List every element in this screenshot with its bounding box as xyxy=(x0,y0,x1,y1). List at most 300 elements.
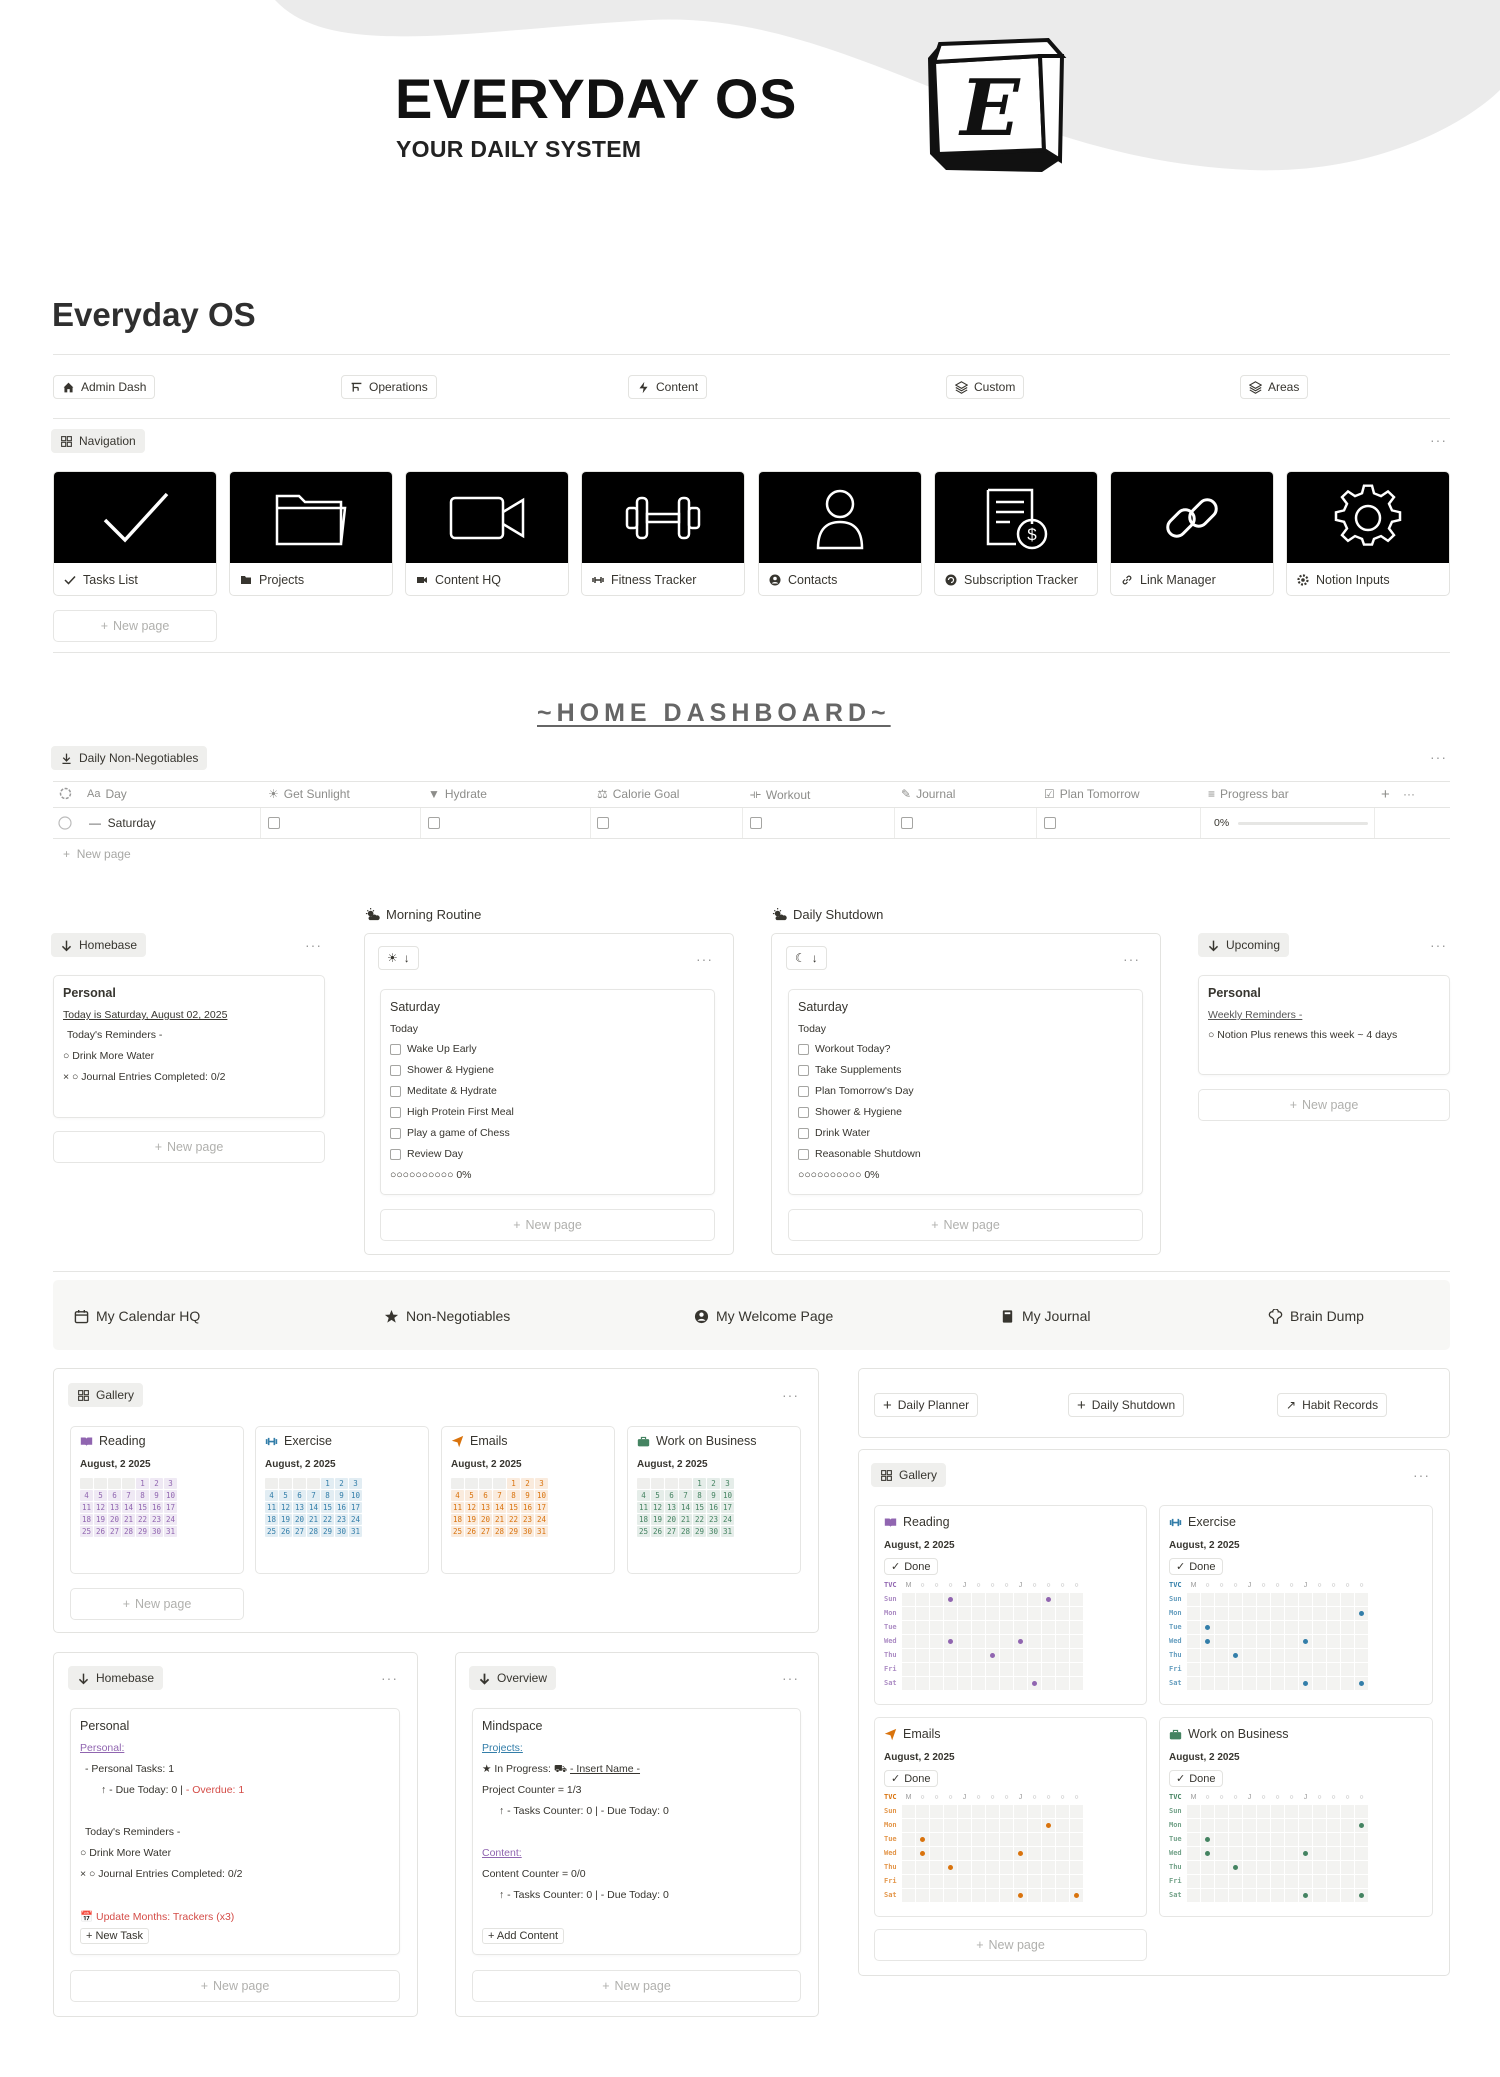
col-calorie-goal[interactable]: ⚖ Calorie Goal xyxy=(597,787,680,801)
grid-cell[interactable] xyxy=(1327,1875,1340,1888)
grid-cell[interactable] xyxy=(972,1805,985,1818)
navigation-more-button[interactable]: ··· xyxy=(1430,432,1447,448)
grid-cell[interactable] xyxy=(1243,1677,1256,1690)
top-link-operations[interactable]: Operations xyxy=(341,375,437,399)
grid-cell[interactable] xyxy=(1070,1889,1083,1902)
grid-cell[interactable] xyxy=(972,1663,985,1676)
grid-cell[interactable] xyxy=(1341,1833,1354,1846)
grid-cell[interactable] xyxy=(1042,1649,1055,1662)
grid-cell[interactable] xyxy=(902,1663,915,1676)
grid-cell[interactable] xyxy=(1271,1833,1284,1846)
grid-cell[interactable] xyxy=(1028,1889,1041,1902)
done-checkbox[interactable]: ✓ Done xyxy=(884,1558,938,1575)
grid-cell[interactable] xyxy=(958,1607,971,1620)
grid-cell[interactable] xyxy=(1201,1819,1214,1832)
grid-cell[interactable] xyxy=(972,1635,985,1648)
update-months-link[interactable]: 📅 Update Months: Trackers (x3) xyxy=(80,1911,235,1923)
right-gallery-more-button[interactable]: ··· xyxy=(1413,1467,1430,1483)
grid-cell[interactable] xyxy=(930,1663,943,1676)
grid-cell[interactable] xyxy=(1341,1621,1354,1634)
grid-cell[interactable] xyxy=(1243,1649,1256,1662)
navigation-new-page-button[interactable]: + New page xyxy=(53,610,217,642)
col-journal[interactable]: ✎ Journal xyxy=(901,787,956,801)
grid-cell[interactable] xyxy=(1327,1635,1340,1648)
grid-cell[interactable] xyxy=(1000,1593,1013,1606)
grid-cell[interactable] xyxy=(1355,1677,1368,1690)
grid-cell[interactable] xyxy=(1201,1875,1214,1888)
grid-cell[interactable] xyxy=(958,1635,971,1648)
grid-cell[interactable] xyxy=(986,1847,999,1860)
row-day-cell[interactable]: — Saturday xyxy=(89,816,156,830)
grid-cell[interactable] xyxy=(1187,1677,1200,1690)
grid-cell[interactable] xyxy=(1313,1677,1326,1690)
grid-cell[interactable] xyxy=(1229,1593,1242,1606)
grid-cell[interactable] xyxy=(1000,1819,1013,1832)
grid-cell[interactable] xyxy=(1056,1875,1069,1888)
grid-cell[interactable] xyxy=(1187,1607,1200,1620)
grid-cell[interactable] xyxy=(1187,1889,1200,1902)
grid-cell[interactable] xyxy=(972,1875,985,1888)
grid-cell[interactable] xyxy=(1313,1847,1326,1860)
routine-item[interactable]: Shower & Hygiene xyxy=(390,1064,494,1076)
grid-cell[interactable] xyxy=(972,1819,985,1832)
grid-cell[interactable] xyxy=(1299,1833,1312,1846)
grid-cell[interactable] xyxy=(1042,1593,1055,1606)
grid-cell[interactable] xyxy=(1028,1819,1041,1832)
grid-cell[interactable] xyxy=(1042,1635,1055,1648)
non-negotiables-more-button[interactable]: ··· xyxy=(1430,749,1447,765)
grid-cell[interactable] xyxy=(902,1819,915,1832)
grid-cell[interactable] xyxy=(1285,1663,1298,1676)
add-content-button[interactable]: + Add Content xyxy=(482,1928,564,1944)
morning-saturday-card[interactable] xyxy=(380,989,715,1195)
grid-cell[interactable] xyxy=(1243,1663,1256,1676)
grid-cell[interactable] xyxy=(1355,1819,1368,1832)
row-select-circle[interactable] xyxy=(58,816,72,830)
nav-card-content-hq[interactable]: Content HQ xyxy=(405,471,569,596)
grid-cell[interactable] xyxy=(1299,1635,1312,1648)
grid-cell[interactable] xyxy=(1355,1889,1368,1902)
grid-cell[interactable] xyxy=(902,1861,915,1874)
grid-cell[interactable] xyxy=(986,1861,999,1874)
grid-cell[interactable] xyxy=(944,1805,957,1818)
grid-cell[interactable] xyxy=(1201,1649,1214,1662)
grid-cell[interactable] xyxy=(944,1663,957,1676)
grid-cell[interactable] xyxy=(1215,1621,1228,1634)
grid-cell[interactable] xyxy=(1014,1635,1027,1648)
homebase-bottom-more-button[interactable]: ··· xyxy=(381,1670,398,1686)
grid-cell[interactable] xyxy=(1229,1819,1242,1832)
grid-cell[interactable] xyxy=(986,1805,999,1818)
grid-cell[interactable] xyxy=(930,1621,943,1634)
shutdown-saturday-card[interactable] xyxy=(788,989,1143,1195)
grid-cell[interactable] xyxy=(1000,1607,1013,1620)
done-checkbox[interactable]: ✓ Done xyxy=(1169,1770,1223,1787)
grid-cell[interactable] xyxy=(1285,1833,1298,1846)
homebase-more-button[interactable]: ··· xyxy=(305,937,322,953)
grid-cell[interactable] xyxy=(1070,1677,1083,1690)
shutdown-item[interactable]: Drink Water xyxy=(798,1127,870,1139)
grid-cell[interactable] xyxy=(1257,1621,1270,1634)
grid-cell[interactable] xyxy=(916,1607,929,1620)
grid-cell[interactable] xyxy=(1257,1677,1270,1690)
grid-cell[interactable] xyxy=(1355,1875,1368,1888)
grid-cell[interactable] xyxy=(1313,1889,1326,1902)
grid-cell[interactable] xyxy=(1187,1593,1200,1606)
grid-cell[interactable] xyxy=(1201,1805,1214,1818)
grid-cell[interactable] xyxy=(1341,1861,1354,1874)
grid-cell[interactable] xyxy=(1187,1847,1200,1860)
grid-cell[interactable] xyxy=(944,1833,957,1846)
grid-cell[interactable] xyxy=(1000,1677,1013,1690)
grid-cell[interactable] xyxy=(1070,1875,1083,1888)
grid-cell[interactable] xyxy=(958,1819,971,1832)
grid-cell[interactable] xyxy=(1201,1663,1214,1676)
grid-cell[interactable] xyxy=(902,1833,915,1846)
grid-cell[interactable] xyxy=(916,1819,929,1832)
table-new-page[interactable]: + New page xyxy=(63,847,131,861)
grid-cell[interactable] xyxy=(972,1649,985,1662)
col-progress-bar[interactable]: ≡ Progress bar xyxy=(1208,787,1289,801)
grid-cell[interactable] xyxy=(958,1805,971,1818)
col-hydrate[interactable]: ▼ Hydrate xyxy=(428,787,487,801)
grid-cell[interactable] xyxy=(1014,1663,1027,1676)
grid-cell[interactable] xyxy=(958,1833,971,1846)
grid-cell[interactable] xyxy=(1271,1819,1284,1832)
quick-link-calendar-hq[interactable]: My Calendar HQ xyxy=(74,1308,200,1324)
shutdown-item[interactable]: Workout Today? xyxy=(798,1043,891,1055)
grid-cell[interactable] xyxy=(1201,1861,1214,1874)
grid-cell[interactable] xyxy=(1056,1819,1069,1832)
grid-cell[interactable] xyxy=(1355,1833,1368,1846)
grid-cell[interactable] xyxy=(1056,1649,1069,1662)
grid-cell[interactable] xyxy=(1327,1847,1340,1860)
grid-cell[interactable] xyxy=(1355,1649,1368,1662)
grid-cell[interactable] xyxy=(1341,1677,1354,1690)
grid-cell[interactable] xyxy=(930,1833,943,1846)
grid-cell[interactable] xyxy=(1271,1677,1284,1690)
grid-cell[interactable] xyxy=(944,1677,957,1690)
grid-cell[interactable] xyxy=(1201,1621,1214,1634)
grid-cell[interactable] xyxy=(1201,1607,1214,1620)
homebase-personal-card[interactable] xyxy=(53,975,325,1118)
grid-cell[interactable] xyxy=(1341,1649,1354,1662)
grid-cell[interactable] xyxy=(958,1663,971,1676)
grid-cell[interactable] xyxy=(930,1677,943,1690)
grid-cell[interactable] xyxy=(1341,1819,1354,1832)
grid-cell[interactable] xyxy=(1187,1635,1200,1648)
grid-cell[interactable] xyxy=(986,1833,999,1846)
grid-cell[interactable] xyxy=(1229,1663,1242,1676)
nav-card-projects[interactable]: Projects xyxy=(229,471,393,596)
shutdown-item[interactable]: Take Supplements xyxy=(798,1064,901,1076)
grid-cell[interactable] xyxy=(1028,1847,1041,1860)
grid-cell[interactable] xyxy=(930,1635,943,1648)
grid-cell[interactable] xyxy=(986,1677,999,1690)
grid-cell[interactable] xyxy=(1201,1635,1214,1648)
grid-cell[interactable] xyxy=(986,1649,999,1662)
grid-cell[interactable] xyxy=(1201,1889,1214,1902)
col-day[interactable]: Aa Day xyxy=(87,787,127,801)
grid-cell[interactable] xyxy=(1070,1635,1083,1648)
grid-cell[interactable] xyxy=(1327,1607,1340,1620)
morning-more-button[interactable]: ··· xyxy=(696,951,713,967)
grid-cell[interactable] xyxy=(958,1875,971,1888)
table-more-button[interactable]: ··· xyxy=(1403,787,1415,801)
grid-cell[interactable] xyxy=(930,1875,943,1888)
grid-cell[interactable] xyxy=(1299,1819,1312,1832)
left-gallery-new-page[interactable]: + New page xyxy=(70,1588,244,1620)
grid-cell[interactable] xyxy=(1243,1635,1256,1648)
grid-cell[interactable] xyxy=(930,1607,943,1620)
grid-cell[interactable] xyxy=(1285,1649,1298,1662)
upcoming-more-button[interactable]: ··· xyxy=(1430,937,1447,953)
grid-cell[interactable] xyxy=(944,1621,957,1634)
habit-records-button[interactable]: ↗ Habit Records xyxy=(1277,1393,1387,1417)
grid-cell[interactable] xyxy=(902,1635,915,1648)
grid-cell[interactable] xyxy=(1187,1875,1200,1888)
grid-cell[interactable] xyxy=(986,1621,999,1634)
grid-cell[interactable] xyxy=(1042,1819,1055,1832)
grid-cell[interactable] xyxy=(1028,1635,1041,1648)
grid-cell[interactable] xyxy=(1243,1875,1256,1888)
grid-cell[interactable] xyxy=(1257,1635,1270,1648)
grid-cell[interactable] xyxy=(1229,1875,1242,1888)
grid-cell[interactable] xyxy=(1313,1663,1326,1676)
grid-cell[interactable] xyxy=(1000,1649,1013,1662)
grid-cell[interactable] xyxy=(1341,1889,1354,1902)
grid-cell[interactable] xyxy=(1056,1847,1069,1860)
grid-cell[interactable] xyxy=(1042,1889,1055,1902)
grid-cell[interactable] xyxy=(1201,1677,1214,1690)
grid-cell[interactable] xyxy=(1070,1833,1083,1846)
grid-cell[interactable] xyxy=(1243,1833,1256,1846)
grid-cell[interactable] xyxy=(902,1607,915,1620)
grid-cell[interactable] xyxy=(1243,1607,1256,1620)
grid-cell[interactable] xyxy=(916,1847,929,1860)
top-link-areas[interactable]: Areas xyxy=(1240,375,1308,399)
top-link-admin-dash[interactable]: Admin Dash xyxy=(53,375,155,399)
grid-cell[interactable] xyxy=(1215,1677,1228,1690)
grid-cell[interactable] xyxy=(1257,1847,1270,1860)
grid-cell[interactable] xyxy=(986,1635,999,1648)
grid-cell[interactable] xyxy=(1000,1847,1013,1860)
nav-card-link-manager[interactable]: Link Manager xyxy=(1110,471,1274,596)
grid-cell[interactable] xyxy=(1056,1833,1069,1846)
grid-cell[interactable] xyxy=(958,1889,971,1902)
grid-cell[interactable] xyxy=(1000,1663,1013,1676)
grid-cell[interactable] xyxy=(1327,1861,1340,1874)
quick-link-welcome-page[interactable]: My Welcome Page xyxy=(694,1308,833,1324)
left-gallery-tab[interactable]: Gallery xyxy=(68,1383,143,1407)
grid-cell[interactable] xyxy=(1014,1649,1027,1662)
grid-cell[interactable] xyxy=(1028,1607,1041,1620)
grid-cell[interactable] xyxy=(1285,1677,1298,1690)
grid-cell[interactable] xyxy=(930,1593,943,1606)
grid-cell[interactable] xyxy=(972,1677,985,1690)
grid-cell[interactable] xyxy=(1229,1621,1242,1634)
grid-cell[interactable] xyxy=(986,1607,999,1620)
grid-cell[interactable] xyxy=(1028,1621,1041,1634)
grid-cell[interactable] xyxy=(1201,1833,1214,1846)
grid-cell[interactable] xyxy=(1313,1805,1326,1818)
grid-cell[interactable] xyxy=(1229,1805,1242,1818)
grid-cell[interactable] xyxy=(944,1635,957,1648)
grid-cell[interactable] xyxy=(1341,1663,1354,1676)
daily-planner-button[interactable]: + Daily Planner xyxy=(874,1393,978,1417)
grid-cell[interactable] xyxy=(1341,1805,1354,1818)
grid-cell[interactable] xyxy=(902,1847,915,1860)
grid-cell[interactable] xyxy=(1215,1663,1228,1676)
plan-tomorrow-checkbox[interactable] xyxy=(1044,817,1056,829)
grid-cell[interactable] xyxy=(1327,1593,1340,1606)
grid-cell[interactable] xyxy=(1042,1861,1055,1874)
grid-cell[interactable] xyxy=(1271,1847,1284,1860)
grid-cell[interactable] xyxy=(1070,1819,1083,1832)
grid-cell[interactable] xyxy=(1042,1607,1055,1620)
grid-cell[interactable] xyxy=(1257,1607,1270,1620)
grid-cell[interactable] xyxy=(1187,1805,1200,1818)
grid-cell[interactable] xyxy=(1285,1819,1298,1832)
grid-cell[interactable] xyxy=(1056,1889,1069,1902)
grid-cell[interactable] xyxy=(1271,1607,1284,1620)
grid-cell[interactable] xyxy=(1014,1677,1027,1690)
routine-item[interactable]: Play a game of Chess xyxy=(390,1127,510,1139)
grid-cell[interactable] xyxy=(1215,1649,1228,1662)
grid-cell[interactable] xyxy=(1271,1663,1284,1676)
grid-cell[interactable] xyxy=(1056,1635,1069,1648)
grid-cell[interactable] xyxy=(1271,1593,1284,1606)
right-gallery-tab[interactable]: Gallery xyxy=(871,1463,946,1487)
grid-cell[interactable] xyxy=(1070,1649,1083,1662)
grid-cell[interactable] xyxy=(1257,1875,1270,1888)
grid-cell[interactable] xyxy=(972,1593,985,1606)
grid-cell[interactable] xyxy=(1285,1621,1298,1634)
add-column-button[interactable]: + xyxy=(1381,786,1390,803)
grid-cell[interactable] xyxy=(1271,1635,1284,1648)
grid-cell[interactable] xyxy=(902,1649,915,1662)
grid-cell[interactable] xyxy=(1056,1663,1069,1676)
grid-cell[interactable] xyxy=(1355,1847,1368,1860)
grid-cell[interactable] xyxy=(902,1593,915,1606)
grid-cell[interactable] xyxy=(1257,1663,1270,1676)
grid-cell[interactable] xyxy=(916,1621,929,1634)
grid-cell[interactable] xyxy=(930,1819,943,1832)
grid-cell[interactable] xyxy=(1000,1621,1013,1634)
navigation-view-tab[interactable]: Navigation xyxy=(51,429,145,453)
grid-cell[interactable] xyxy=(1042,1677,1055,1690)
grid-cell[interactable] xyxy=(916,1635,929,1648)
grid-cell[interactable] xyxy=(1056,1621,1069,1634)
grid-cell[interactable] xyxy=(1327,1819,1340,1832)
grid-cell[interactable] xyxy=(1229,1677,1242,1690)
grid-cell[interactable] xyxy=(902,1677,915,1690)
grid-cell[interactable] xyxy=(986,1593,999,1606)
grid-cell[interactable] xyxy=(930,1889,943,1902)
grid-cell[interactable] xyxy=(1215,1593,1228,1606)
grid-cell[interactable] xyxy=(1313,1593,1326,1606)
grid-cell[interactable] xyxy=(1215,1805,1228,1818)
grid-cell[interactable] xyxy=(1355,1607,1368,1620)
grid-cell[interactable] xyxy=(1341,1635,1354,1648)
grid-cell[interactable] xyxy=(1271,1889,1284,1902)
grid-cell[interactable] xyxy=(1042,1875,1055,1888)
grid-cell[interactable] xyxy=(916,1861,929,1874)
grid-cell[interactable] xyxy=(1000,1635,1013,1648)
grid-cell[interactable] xyxy=(1257,1805,1270,1818)
grid-cell[interactable] xyxy=(1014,1861,1027,1874)
grid-cell[interactable] xyxy=(930,1861,943,1874)
grid-cell[interactable] xyxy=(902,1889,915,1902)
grid-cell[interactable] xyxy=(1355,1805,1368,1818)
shutdown-view-tab[interactable] xyxy=(786,946,827,970)
grid-cell[interactable] xyxy=(944,1649,957,1662)
grid-cell[interactable] xyxy=(1215,1861,1228,1874)
grid-cell[interactable] xyxy=(1327,1677,1340,1690)
quick-link-non-negotiables[interactable]: Non-Negotiables xyxy=(384,1308,510,1324)
homebase-bottom-new-page[interactable]: + New page xyxy=(70,1970,400,2002)
grid-cell[interactable] xyxy=(1257,1889,1270,1902)
grid-cell[interactable] xyxy=(1056,1861,1069,1874)
grid-cell[interactable] xyxy=(1187,1621,1200,1634)
shutdown-item[interactable]: Reasonable Shutdown xyxy=(798,1148,921,1160)
grid-cell[interactable] xyxy=(944,1593,957,1606)
homebase-bottom-tab[interactable]: Homebase xyxy=(68,1666,163,1690)
quick-link-brain-dump[interactable]: Brain Dump xyxy=(1268,1308,1364,1324)
grid-cell[interactable] xyxy=(972,1847,985,1860)
grid-cell[interactable] xyxy=(1201,1847,1214,1860)
nav-card-notion-inputs[interactable]: Notion Inputs xyxy=(1286,471,1450,596)
grid-cell[interactable] xyxy=(1056,1607,1069,1620)
grid-cell[interactable] xyxy=(1215,1819,1228,1832)
grid-cell[interactable] xyxy=(1042,1805,1055,1818)
grid-cell[interactable] xyxy=(1341,1875,1354,1888)
grid-cell[interactable] xyxy=(1028,1805,1041,1818)
morning-view-tab[interactable] xyxy=(378,946,419,970)
grid-cell[interactable] xyxy=(958,1621,971,1634)
grid-cell[interactable] xyxy=(1299,1805,1312,1818)
grid-cell[interactable] xyxy=(902,1621,915,1634)
grid-cell[interactable] xyxy=(1271,1621,1284,1634)
grid-cell[interactable] xyxy=(986,1663,999,1676)
grid-cell[interactable] xyxy=(1341,1607,1354,1620)
grid-cell[interactable] xyxy=(1014,1819,1027,1832)
grid-cell[interactable] xyxy=(944,1819,957,1832)
grid-cell[interactable] xyxy=(1014,1833,1027,1846)
grid-cell[interactable] xyxy=(1028,1875,1041,1888)
grid-cell[interactable] xyxy=(1243,1621,1256,1634)
grid-cell[interactable] xyxy=(986,1875,999,1888)
grid-cell[interactable] xyxy=(1215,1889,1228,1902)
grid-cell[interactable] xyxy=(1327,1663,1340,1676)
grid-cell[interactable] xyxy=(1341,1593,1354,1606)
grid-cell[interactable] xyxy=(1243,1889,1256,1902)
grid-cell[interactable] xyxy=(1327,1889,1340,1902)
overview-more-button[interactable]: ··· xyxy=(782,1670,799,1686)
grid-cell[interactable] xyxy=(1028,1677,1041,1690)
homebase-personal-card-2[interactable] xyxy=(70,1708,400,1955)
upcoming-new-page[interactable]: + New page xyxy=(1198,1089,1450,1121)
grid-cell[interactable] xyxy=(916,1593,929,1606)
grid-cell[interactable] xyxy=(1285,1593,1298,1606)
grid-cell[interactable] xyxy=(916,1889,929,1902)
grid-cell[interactable] xyxy=(1313,1621,1326,1634)
grid-cell[interactable] xyxy=(1299,1875,1312,1888)
nav-card-contacts[interactable]: Contacts xyxy=(758,471,922,596)
grid-cell[interactable] xyxy=(958,1593,971,1606)
grid-cell[interactable] xyxy=(1243,1861,1256,1874)
grid-cell[interactable] xyxy=(1313,1833,1326,1846)
